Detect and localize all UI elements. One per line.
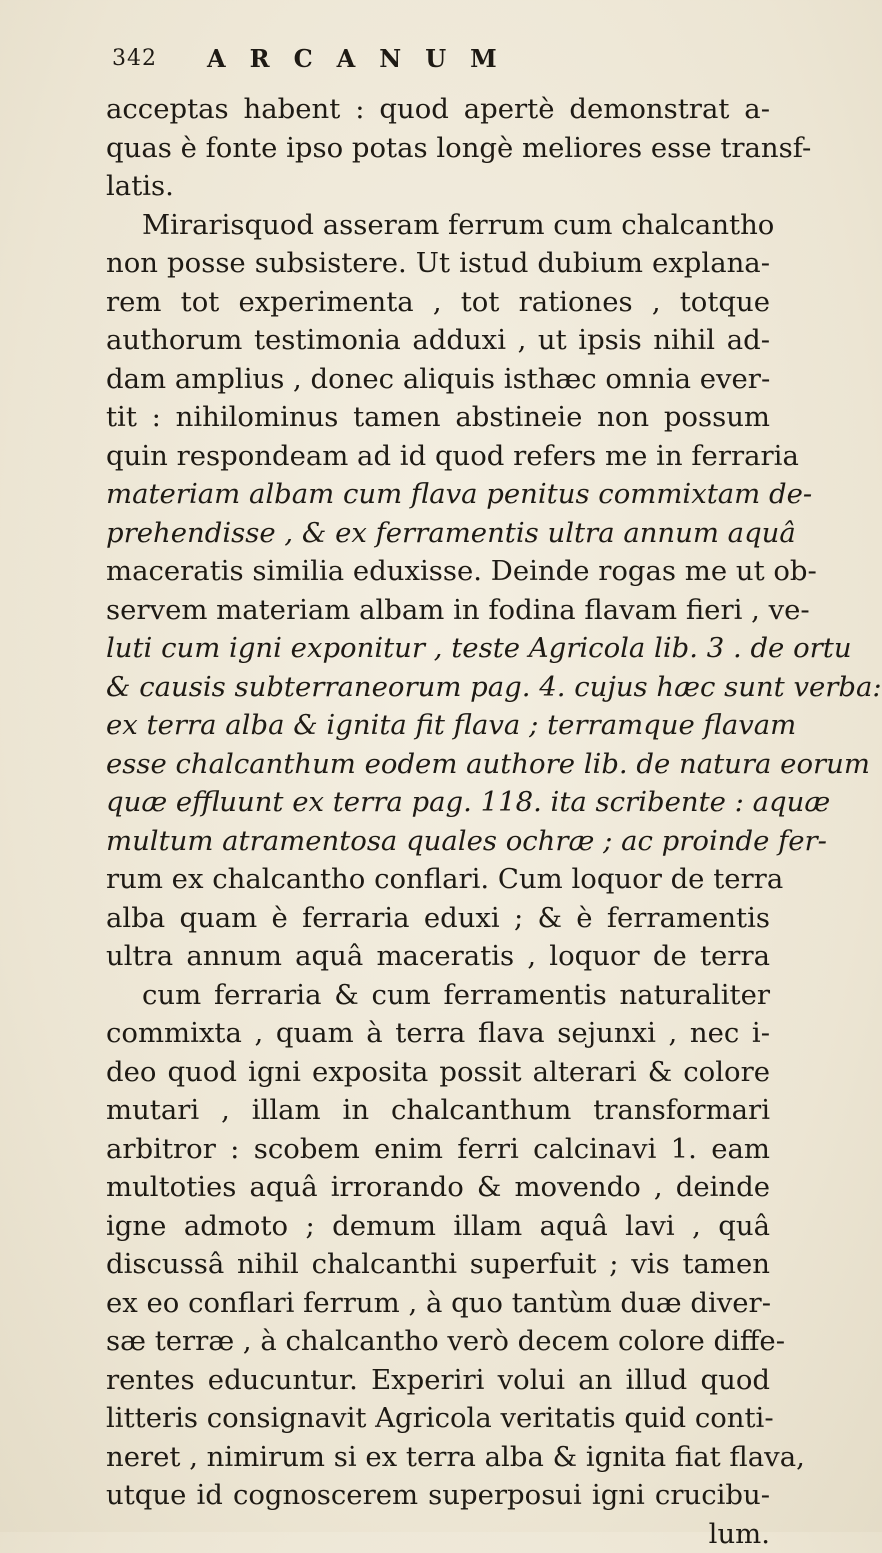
text-line: quin respondeam ad id quod refers me in ferraria [106, 437, 770, 476]
text-line: authorum testimonia adduxi , ut ipsis nihil ad- [106, 321, 770, 360]
text-line: neret , nimirum si ex terra alba & ignita fiat flava, [106, 1438, 770, 1477]
text-line: latis. [106, 167, 770, 206]
running-head [112, 38, 752, 78]
text-line: ultra annum aquâ maceratis , loquor de terra [106, 937, 770, 976]
text-line: esse chalcanthum eodem authore lib. de natura eorum [106, 745, 770, 784]
text-line: quæ effluunt ex terra pag. 118. ita scribente : aquæ [106, 783, 770, 822]
text-line: dam amplius , donec aliquis isthæc omnia ever- [106, 360, 770, 399]
text-line: litteris consignavit Agricola veritatis quid conti- [106, 1399, 770, 1438]
running-title: ARCANUM [207, 44, 521, 73]
text-line: sæ terræ , à chalcantho verò decem colore diffe- [106, 1322, 770, 1361]
text-line: multoties aquâ irrorando & movendo , deinde [106, 1168, 770, 1207]
text-line: materiam albam cum flava penitus commixtam de- [106, 475, 770, 514]
text-line: quas è fonte ipso potas longè meliores esse transf- [106, 129, 770, 168]
text-line: lum. [106, 1515, 770, 1553]
page-number: 342 [112, 46, 157, 71]
text-line: tit : nihilominus tamen abstineie non possum [106, 398, 770, 437]
text-line: utque id cognoscerem superposui igni crucibu- [106, 1476, 770, 1515]
text-line: rentes educuntur. Experiri volui an illud quod [106, 1361, 770, 1400]
text-line: rem tot experimenta , tot rationes , totque [106, 283, 770, 322]
text-line: maceratis similia eduxisse. Deinde rogas me ut ob- [106, 552, 770, 591]
text-line: acceptas habent : quod apertè demonstrat a- [106, 90, 770, 129]
text-line: non posse subsistere. Ut istud dubium explana- [106, 244, 770, 283]
text-line: prehendisse , & ex ferramentis ultra annum aquâ [106, 514, 770, 553]
text-line: mutari , illam in chalcanthum transformari [106, 1091, 770, 1130]
body-text [106, 90, 770, 1553]
text-line: igne admoto ; demum illam aquâ lavi , quâ [106, 1207, 770, 1246]
text-line: servem materiam albam in fodina flavam fieri , ve- [106, 591, 770, 630]
text-line: ex eo conflari ferrum , à quo tantùm duæ diver- [106, 1284, 770, 1323]
text-line: alba quam è ferraria eduxi ; & è ferramentis [106, 899, 770, 938]
text-line: ex terra alba & ignita fit flava ; terramque flavam [106, 706, 770, 745]
text-line: & causis subterraneorum pag. 4. cujus hæc sunt verba: [106, 668, 770, 707]
text-line: rum ex chalcantho conflari. Cum loquor de terra [106, 860, 770, 899]
text-line: discussâ nihil chalcanthi superfuit ; vis tamen [106, 1245, 770, 1284]
text-line: luti cum igni exponitur , teste Agricola lib. 3 . de ortu [106, 629, 770, 668]
text-line: arbitror : scobem enim ferri calcinavi 1. eam [106, 1130, 770, 1169]
text-line: deo quod igni exposita possit alterari & colore [106, 1053, 770, 1092]
text-line: commixta , quam à terra flava sejunxi , nec i- [106, 1014, 770, 1053]
text-line: Mirarisquod asseram ferrum cum chalcantho [106, 206, 770, 245]
text-line: cum ferraria & cum ferramentis naturaliter [106, 976, 770, 1015]
text-line: multum atramentosa quales ochræ ; ac proinde fer- [106, 822, 770, 861]
